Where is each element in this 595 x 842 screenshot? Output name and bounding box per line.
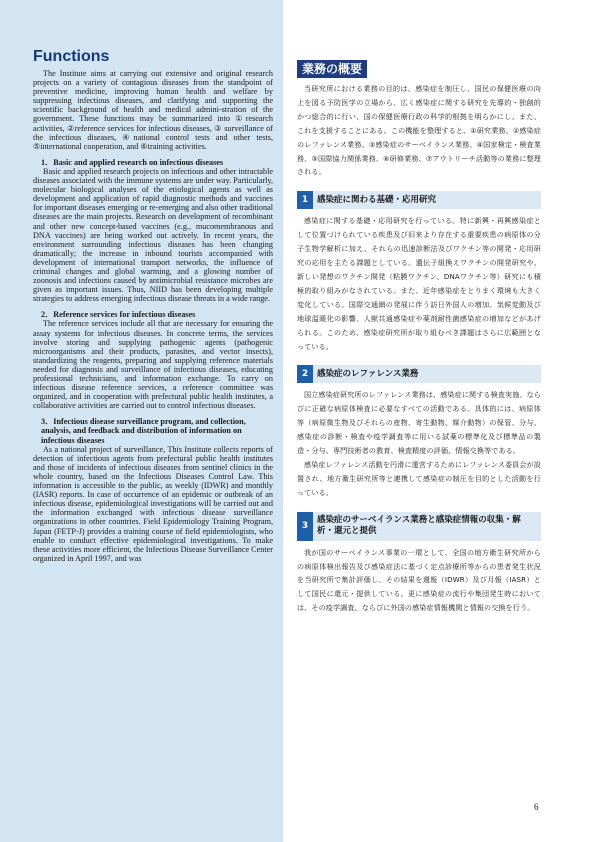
english-section-1-text: Basic and applied research projects on infectious and other intractable diseases associated with the immune systems are under way. Particularly, molecular biological analyses of the etiological agents as well as development and application of rapid diagnostic methods and vaccines for important diseases emerging or re-emerging and also other traditional diseases are the main projects. Research on development of recombinant and other new concept-based vaccines (e.g., mucomembranous and DNA vaccines) are being worked out actively. In recent years, the environment surrounding infectious diseases has been changing dramatically; the increase in inbound tourists accompanied with development of international transport networks, the influence of criminal changes and global warming, and a glowing number of zoonosis and infections caused by antimicrobial resistance microbes are given as important issues. Thus, NIID has been developing multiple strategies to address emerging infectious disease threats in a wide range. [33, 166, 273, 304]
section-1-title: 感染症に関わる基礎・応用研究 [317, 194, 437, 205]
japanese-intro [297, 82, 541, 179]
japanese-section-1-text: 感染症に関する基礎・応用研究を行っている。特に新興・再興感染症として位置づけられている疾患及び旧来より存在する重要疾患の病原体の分子生物学解析に加え、それらの迅速診断法及びワクチン等の開発・応用研究の応用を主たる課題としている。遺伝子組換えワクチンの開発研究や、新しい発想のワクチン開発（粘膜ワクチン、DNAワクチン等）研究にも積極的取り組みがなされている。また、近年感染症をとりまく環境も大きく変化している。国際交通網の発展に伴う訪日外国人の増加、気候変動及び地球温暖化の影響、人獣共通感染症や薬剤耐性菌感染症の増加などがあげられる。このため、感染症研究所が取り組むべき課題はさらに広範囲となっている。 [297, 216, 541, 351]
english-section-2 [33, 319, 273, 410]
english-column-panel [0, 0, 283, 842]
japanese-section-3-header [297, 512, 541, 541]
japanese-section-2-header [297, 365, 541, 383]
english-column [33, 48, 273, 563]
english-section-3-heading: 3．Infectious disease surveillance program, and collection, analysis, and feedback and distribution of information on infectious diseases [41, 417, 246, 445]
section-1-number-badge: 1 [297, 191, 313, 209]
english-section-2-text: The reference services include all that are necessary for ensuring the assay systems for infectious diseases. In concrete terms, the services involve storing and supplying pathogenic agents (pathogenic microorganisms and their products, parasites, and vector insects), standardizing the reagents, preparing and supplying reference materials needed for diagnosis and surveillance of infectious diseases, educating professional technicians, and information exchange. To carry on infectious disease reference services, a reference committee was organized, and in cooperation with prefectural public health institutes, a collaborative activities are carried out to control infectious diseases. [33, 319, 273, 411]
japanese-section-2-text: 国立感染症研究所のレファレンス業務は、感染症に関する検査実施、ならびに正確な病原体検査に必要なすべての活動である。具体的には、病原体等（病原微生物及びそれらの産物、寄生動物、媒介動物）の保管、分与、感染症の診断・検査や疫学調査等に用いる試薬の標準化及び標準品の製造・分与、専門技術者の教育、検査精度の評価、情報交換等である。 [297, 390, 541, 456]
page-number: 6 [534, 802, 539, 812]
japanese-section-1-header [297, 191, 541, 209]
section-2-title: 感染症のレファレンス業務 [317, 368, 419, 379]
section-3-number-badge: 3 [297, 512, 313, 541]
section-2-number-badge: 2 [297, 365, 313, 383]
japanese-section-2 [297, 388, 541, 499]
english-section-3-text: As a national project of surveillance, This Institute collects reports of detection of infectious agents from prefectural public health institutes and those of incidents of infectious diseases from sentinel clinics in the whole country, based on the Infectious Diseases Control Law. This information is accessible to the public, as weekly (IDWR) and monthly (IASR) reports. In case of occurrence of an epidemic or outbreak of an infectious disease, epidemiological investigations will be carried out and the information exchanged with infectious disease surveillance organizations in other countries. Field Epidemiology Training Program, Japan (FETP-J) provides a training course of field epidemiologists, who enable to conduct effective epidemiological investigations. To make these activities more efficient, the Infectious Disease Surveillance Center organized in April 1997, and was [33, 444, 273, 563]
english-section-1-heading: 1．Basic and applied research on infectious diseases [41, 157, 224, 167]
japanese-column [297, 58, 541, 615]
japanese-intro-text: 当研究所における業務の目的は、感染症を制圧し、国民の保健医療の向上を図る予防医学の立場から、広く感染症に関する研究を先導的・独創的かつ総合的に行い、国の保健医療行政の科学的根拠を明らかにし、また、これを支援することにある。この機能を整理すると、①研究業務、②感染症のレファレンス業務、③感染症のサーベイランス業務、④国家検定・検査業務、⑤国際協力関係業務、⑥研修業務、⑦アウトリーチ活動等の業務に整理される。 [297, 84, 541, 177]
english-section-2-heading: 2．Reference services for infectious diseases [41, 310, 196, 320]
section-3-title: 感染症のサーベイランス業務と感染症情報の収集・解析・還元と提供 [317, 514, 521, 537]
japanese-section-1 [297, 214, 541, 353]
functions-title: Functions [33, 48, 110, 65]
japanese-section-3-text: 我が国のサーベイランス事業の一環として、全国の地方衛生研究所からの病原体検出報告及び感染症法に基づく定点診療所等からの患者発生状況を当研究所で集計評価し、その結果を週報（IDWR）及び月報（IASR）として国民に還元・提供している。更に感染症の流行や集団発生時においては、その疫学調査、ならびに外国の感染症情報機関と情報の交換を行う。 [297, 547, 541, 613]
overview-title: 業務の概要 [297, 60, 367, 78]
english-intro-text: The Institute aims at carrying out extensive and original research projects on a variety of contagious diseases from the standpoint of preventive medicine, improving human health and welfare by suppressing infectious diseases, and clarifying and supporting the scientific background of health and medical admini-stration of the government. These functions may be summarized into ①research activities, ②reference services for infectious diseases, ③ surveillance of the infectious diseases, ④national control tests and other tests, ⑤international cooperation, and ⑥training activities. [33, 69, 273, 151]
english-section-1 [33, 167, 273, 303]
english-section-3 [33, 445, 273, 563]
english-intro [33, 69, 273, 151]
japanese-section-3 [297, 546, 541, 616]
japanese-section-2-text-2: 感染症レファレンス活動を円滑に運営するためにレファレンス委員会が設置され、地方衛生研究所等と連携して感染症の制圧を目的とした活動を行っている。 [297, 459, 541, 497]
